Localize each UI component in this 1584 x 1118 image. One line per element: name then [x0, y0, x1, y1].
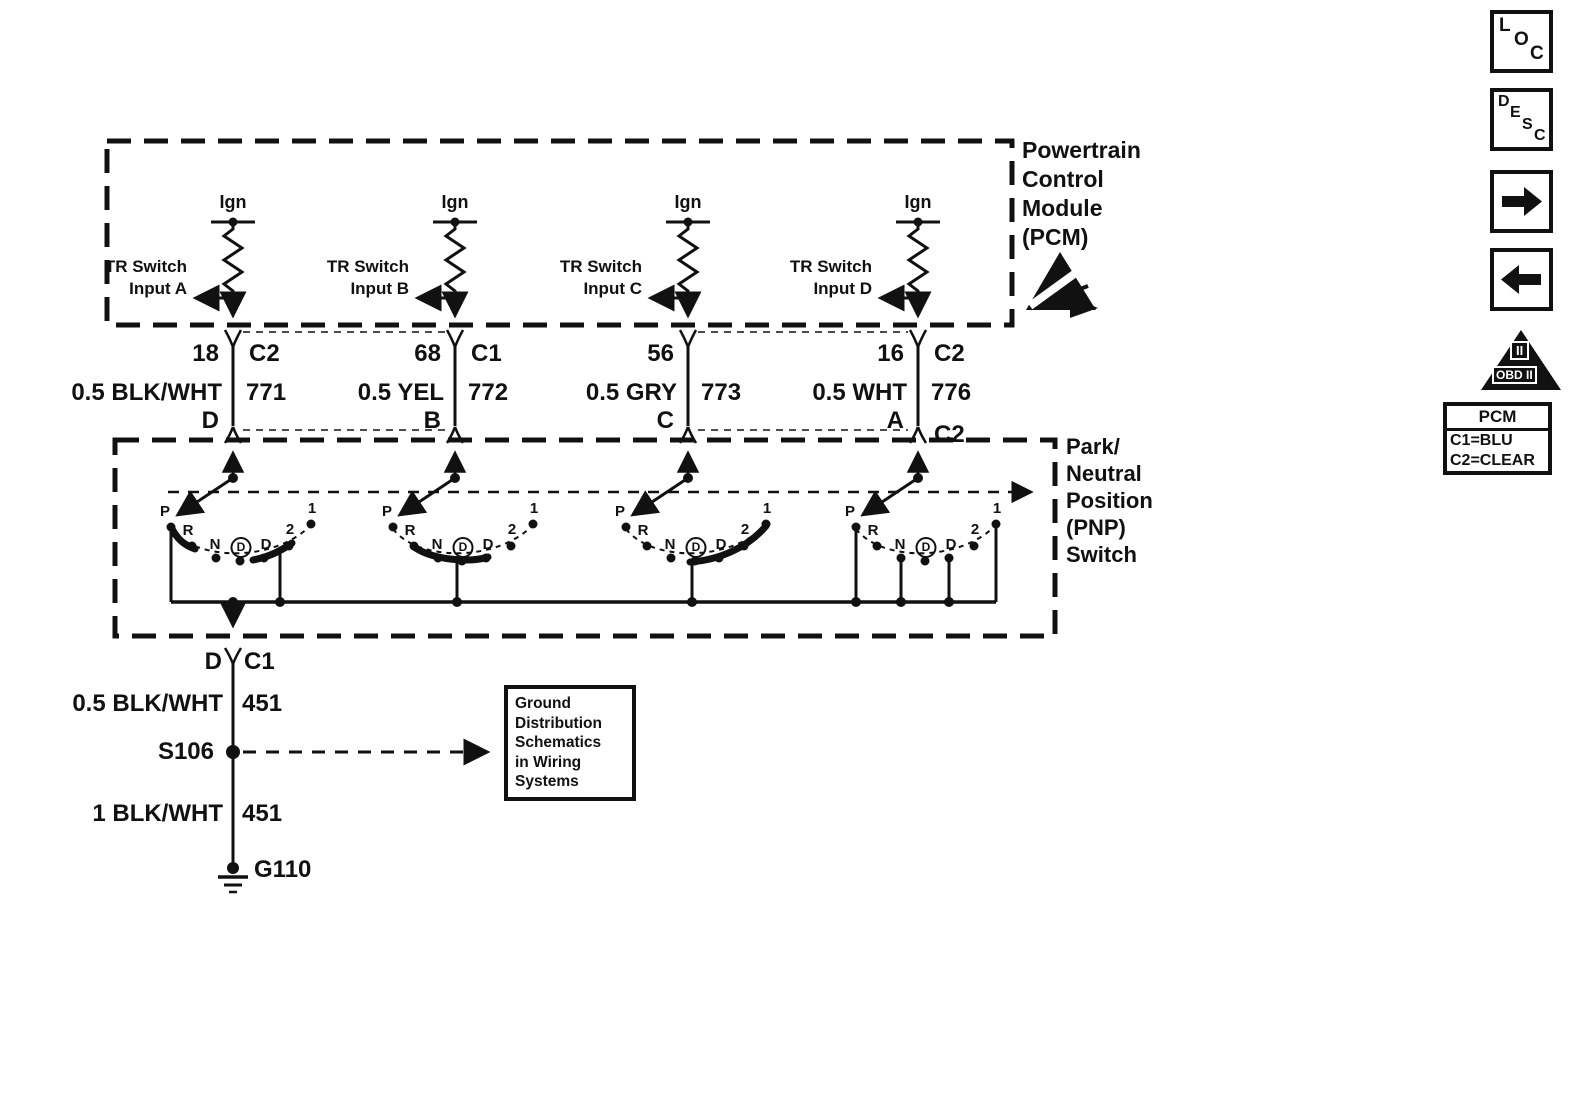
legend-title: PCM: [1447, 406, 1548, 431]
desc-letter: C: [1534, 127, 1546, 144]
legend-row: C2=CLEAR: [1450, 452, 1535, 469]
pnp-title: [1066, 433, 1153, 568]
tr-input-c-label: TR Switch: [559, 257, 642, 276]
esd-warning-icon: [1026, 252, 1098, 318]
tr-input-d-label2: Input D: [813, 279, 872, 298]
loc-button[interactable]: [1490, 10, 1553, 73]
pos-label: 2: [507, 521, 517, 538]
loc-letter: O: [1514, 29, 1529, 50]
pos-label: 2: [740, 521, 750, 538]
ground-wire1-circuit: 451: [242, 690, 283, 717]
tr-input-d-label: TR Switch: [789, 257, 872, 276]
pnp-title-line: Park/: [1066, 434, 1120, 459]
pos-label-circled: D: [686, 537, 707, 558]
pnp-ground-bus: [171, 597, 996, 607]
pcm-title: [1022, 136, 1141, 252]
wire-772: [447, 330, 463, 443]
ground-symbol: [218, 862, 248, 892]
ground-conn-label: C1: [244, 648, 275, 675]
tr-input-a-label2: Input A: [129, 279, 187, 298]
pos-label: P: [844, 503, 856, 520]
right-arrow-icon: [1494, 174, 1549, 229]
pos-label: 1: [307, 500, 317, 517]
ground-wire1-color: 0.5 BLK/WHT: [72, 690, 223, 717]
pos-label: N: [894, 536, 906, 553]
desc-button[interactable]: [1490, 88, 1553, 151]
pos-label: P: [614, 503, 626, 520]
reference-line: Systems: [515, 773, 579, 790]
connector-face-lines: [243, 332, 908, 430]
pcm-box-border: [104, 141, 1012, 325]
pos-label: P: [159, 503, 171, 520]
ground-distribution-reference-box: [504, 685, 636, 801]
reference-line: Schematics: [515, 734, 602, 751]
pnp-title-line: Switch: [1066, 542, 1137, 567]
pos-label-circled: D: [916, 537, 937, 558]
pcm-title-line: Control: [1022, 166, 1104, 192]
ground-id-label: G110: [254, 856, 312, 883]
ign-label: Ign: [674, 192, 702, 212]
pcm-pin: 56: [647, 340, 674, 367]
pos-label: D: [945, 536, 957, 553]
legend-row: C1=BLU: [1450, 432, 1513, 449]
ign-label: Ign: [441, 192, 469, 212]
pcm-connector: C1: [471, 340, 502, 367]
pcm-pin: 18: [192, 340, 219, 367]
tr-input-c-label2: Input C: [583, 279, 642, 298]
pos-label: 2: [970, 521, 980, 538]
pnp-title-line: Neutral: [1066, 461, 1142, 486]
left-arrow-icon: [1494, 252, 1549, 307]
pos-label: R: [867, 522, 879, 539]
pcm-connector: C2: [934, 340, 965, 367]
pullup-resistor-a: [197, 218, 255, 315]
pos-label: N: [664, 536, 676, 553]
wire-771: [225, 330, 241, 443]
pcm-connector: C2: [249, 340, 280, 367]
reference-line: in Wiring: [515, 753, 582, 771]
ign-label: Ign: [219, 192, 247, 212]
pnp-title-line: Position: [1066, 488, 1153, 513]
pos-label: R: [637, 522, 649, 539]
loc-letter: C: [1530, 43, 1544, 64]
pos-label: R: [404, 522, 416, 539]
pcm-connector-legend: [1443, 402, 1552, 475]
reference-line: Ground: [515, 695, 571, 712]
switch-pin: B: [423, 407, 441, 434]
pos-label: D: [482, 536, 494, 553]
loc-letter: L: [1499, 15, 1511, 36]
pcm-title-line: (PCM): [1022, 224, 1089, 250]
switch-pin: C: [656, 407, 674, 434]
pcm-title-line: Powertrain: [1022, 137, 1141, 163]
circuit-number: 771: [246, 379, 287, 406]
pos-label: P: [381, 503, 393, 520]
wire-color: 0.5 YEL: [357, 379, 444, 406]
wire-color: 0.5 WHT: [812, 379, 907, 406]
wire-773: [680, 330, 696, 443]
forward-button[interactable]: [1490, 170, 1553, 233]
circuit-number: 773: [701, 379, 742, 406]
tr-input-a-label: TR Switch: [104, 257, 187, 276]
switch-pin: D: [201, 407, 219, 434]
reference-line: Distribution: [515, 714, 602, 732]
pos-label: 1: [529, 500, 539, 517]
pnp-title-line: (PNP): [1066, 515, 1126, 540]
pullup-resistor-c: [652, 218, 710, 315]
desc-letter: S: [1522, 116, 1533, 133]
pcm-pin: 68: [414, 340, 441, 367]
pos-label: N: [209, 536, 221, 553]
desc-letter: E: [1510, 104, 1521, 121]
tr-input-b-label: TR Switch: [326, 257, 409, 276]
pos-label: 1: [992, 500, 1002, 517]
switch-pin: A: [886, 407, 904, 434]
pos-label-circled: D: [453, 537, 474, 558]
obd2-numeral: II: [1510, 341, 1529, 360]
pos-label: N: [431, 536, 443, 553]
wire-776: [910, 330, 926, 443]
pcm-title-line: Module: [1022, 195, 1103, 221]
pnp-box-border: [115, 440, 1055, 636]
pullup-resistor-d: [882, 218, 940, 315]
pos-label: 1: [762, 500, 772, 517]
pcm-pin: 16: [877, 340, 904, 367]
pos-label: R: [182, 522, 194, 539]
wire-color: 0.5 GRY: [585, 379, 677, 406]
pos-label-circled: D: [231, 537, 252, 558]
back-button[interactable]: [1490, 248, 1553, 311]
switch-connector: C2: [934, 421, 965, 448]
ground-conn-pin: D: [204, 648, 222, 675]
ign-label: Ign: [904, 192, 932, 212]
ground-wire2-circuit: 451: [242, 800, 283, 827]
ground-wire2-color: 1 BLK/WHT: [92, 800, 223, 827]
wire-color: 0.5 BLK/WHT: [71, 379, 222, 406]
pos-label: D: [715, 536, 727, 553]
pullup-resistor-b: [419, 218, 477, 315]
obd2-label: OBD II: [1492, 366, 1537, 384]
desc-letter: D: [1498, 93, 1510, 110]
circuit-number: 772: [468, 379, 509, 406]
splice-label: S106: [157, 738, 214, 765]
tr-input-b-label2: Input B: [350, 279, 409, 298]
circuit-number: 776: [931, 379, 972, 406]
pos-label: 2: [285, 521, 295, 538]
pos-label: D: [260, 536, 272, 553]
